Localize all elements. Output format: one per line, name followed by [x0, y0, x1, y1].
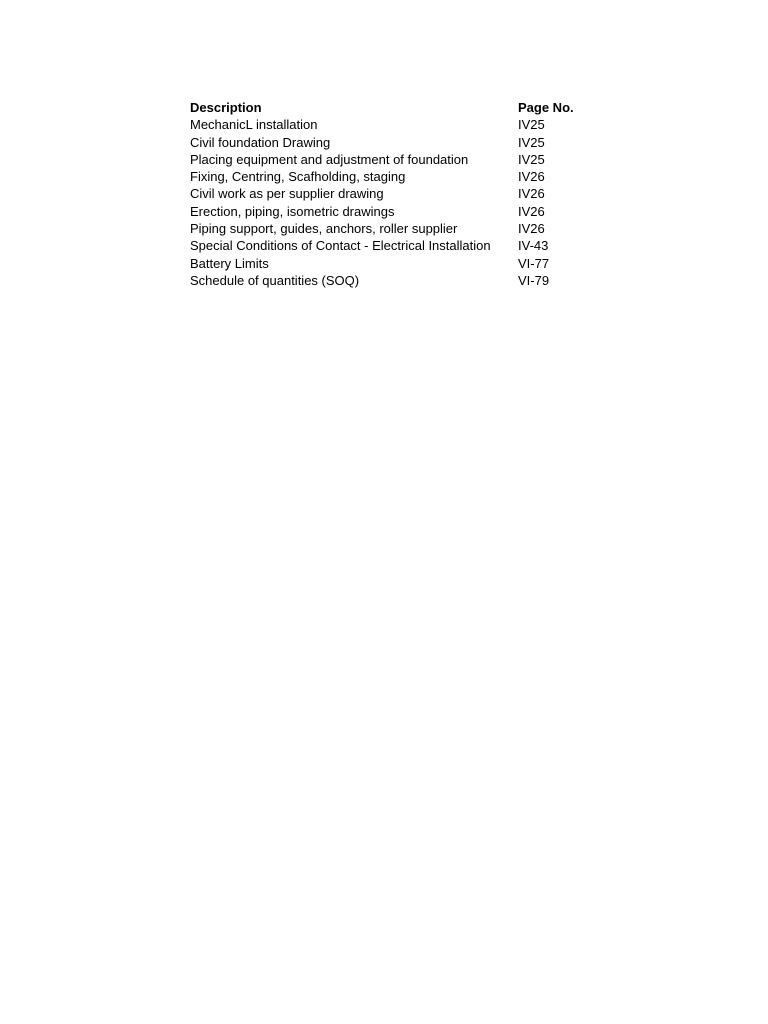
row-page-no: IV-43: [518, 238, 549, 254]
table-row: [190, 134, 590, 151]
row-page-no: IV25: [518, 134, 545, 150]
row-description: Civil foundation Drawing: [190, 134, 331, 150]
header-description: Description: [190, 100, 262, 115]
row-description: Fixing, Centring, Scafholding, staging: [190, 169, 406, 185]
row-description: Schedule of quantities (SOQ): [190, 272, 360, 288]
row-page-no: IV26: [518, 203, 545, 219]
table-row: [190, 255, 590, 272]
row-description: Special Conditions of Contact - Electrical Installation: [190, 238, 491, 254]
table-row: [190, 185, 590, 202]
row-page-no: VI-77: [518, 255, 550, 271]
table-row: [190, 168, 590, 185]
table-row: [190, 272, 590, 289]
table-row: [190, 151, 590, 168]
row-page-no: IV25: [518, 117, 545, 133]
row-page-no: IV26: [518, 186, 545, 202]
row-page-no: IV25: [518, 151, 545, 167]
row-description: Erection, piping, isometric drawings: [190, 203, 395, 219]
table-row: [190, 203, 590, 220]
row-description: Piping support, guides, anchors, roller supplier: [190, 221, 458, 237]
row-description: MechanicL installation: [190, 117, 318, 133]
table-row: [190, 237, 590, 254]
row-page-no: VI-79: [518, 272, 550, 288]
row-description: Battery Limits: [190, 255, 269, 271]
table-row: [190, 116, 590, 133]
row-description: Placing equipment and adjustment of foundation: [190, 151, 469, 167]
row-page-no: IV26: [518, 169, 545, 185]
row-description: Civil work as per supplier drawing: [190, 186, 384, 202]
row-page-no: IV26: [518, 221, 545, 237]
header-page-no: Page No.: [518, 100, 574, 115]
table-header-row: [190, 99, 590, 116]
table-row: [190, 220, 590, 237]
index-table: [190, 99, 590, 289]
